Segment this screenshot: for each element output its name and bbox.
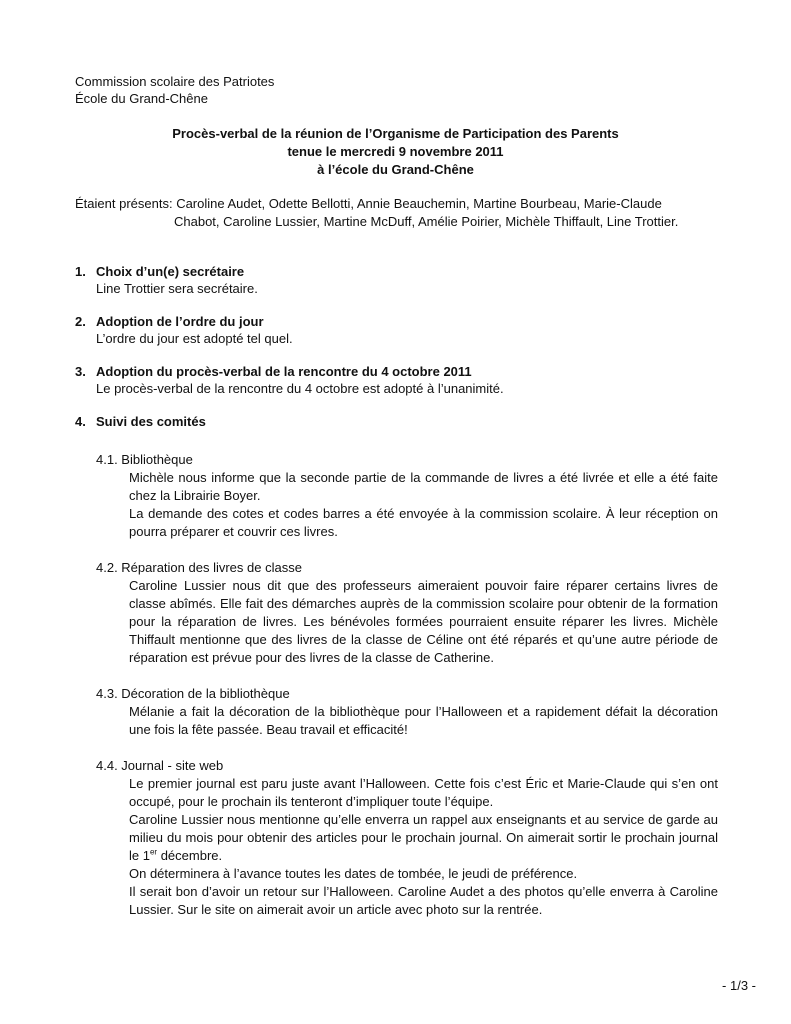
subsection-4-3 bbox=[96, 685, 718, 739]
paragraph: On déterminera à l’avance toutes les dates de tombée, le jeudi de préférence. bbox=[129, 866, 578, 881]
title-line-1: Procès-verbal de la réunion de l’Organisme de Participation des Parents bbox=[172, 126, 619, 141]
superscript: er bbox=[149, 847, 158, 857]
section-2 bbox=[75, 313, 735, 347]
subsection-title: 4.1. Bibliothèque bbox=[96, 452, 193, 467]
section-title: Adoption de l’ordre du jour bbox=[96, 314, 264, 329]
paragraph: Le premier journal est paru juste avant l’Halloween. Cette fois c’est Éric et Marie-Claude qui s’en ont occupé, pour le prochain ils tenteront d’impliquer toute l’équipe. bbox=[129, 776, 718, 809]
paragraph: Caroline Lussier nous dit que des professeurs aimeraient pouvoir faire réparer certains livres de classe abîmés. Elle fait des démarches auprès de la commission scolaire pour obtenir de la formation pour la réparation de livres. Les bénévoles formées pourraient ensuite réparer les livres. Michèle Thiffault mentionne que des livres de la classe de Céline ont été réparés et qu’une autre période de réparation est prévue pour des livres de la classe de Catherine. bbox=[129, 578, 718, 665]
paragraph-text: décembre. bbox=[157, 848, 223, 863]
section-text: Line Trottier sera secrétaire. bbox=[96, 281, 258, 296]
section-text: L’ordre du jour est adopté tel quel. bbox=[96, 331, 293, 346]
section-text: Le procès-verbal de la rencontre du 4 octobre est adopté à l’unanimité. bbox=[96, 381, 504, 396]
page-number: - 1/3 - bbox=[722, 978, 756, 993]
paragraph: Il serait bon d’avoir un retour sur l’Halloween. Caroline Audet a des photos qu’elle enverra à Caroline Lussier. Sur le site on aimerait avoir un article avec photo sur la rentrée. bbox=[129, 884, 718, 917]
subsection-4-4 bbox=[96, 757, 718, 919]
attendees bbox=[75, 195, 735, 231]
section-3 bbox=[75, 363, 735, 397]
subsection-4-2 bbox=[96, 559, 718, 667]
attendees-label: Étaient présents: bbox=[75, 196, 173, 211]
subsection-title: 4.3. Décoration de la bibliothèque bbox=[96, 686, 290, 701]
organization-name: Commission scolaire des Patriotes bbox=[75, 74, 275, 89]
attendees-line-2: Chabot, Caroline Lussier, Martine McDuff, Amélie Poirier, Michèle Thiffault, Line Trottier. bbox=[174, 214, 679, 229]
subsection-title: 4.2. Réparation des livres de classe bbox=[96, 560, 302, 575]
paragraph: Michèle nous informe que la seconde partie de la commande de livres a été livrée et elle a été faite chez la Librairie Boyer. bbox=[129, 470, 718, 503]
paragraph-text: Caroline Lussier nous mentionne qu’elle enverra un rappel aux enseignants et au service de garde au milieu du mois pour obtenir des articles pour le prochain journal. On aimerait sortir le prochain journal le 1 bbox=[129, 812, 718, 863]
section-number: 4. bbox=[75, 414, 86, 429]
section-title: Choix d’un(e) secrétaire bbox=[96, 264, 245, 279]
school-name: École du Grand-Chêne bbox=[75, 91, 208, 106]
subsection-title: 4.4. Journal - site web bbox=[96, 758, 224, 773]
paragraph bbox=[129, 811, 718, 865]
section-1 bbox=[75, 263, 735, 297]
title-line-2: tenue le mercredi 9 novembre 2011 bbox=[287, 144, 504, 159]
document-header bbox=[75, 73, 274, 107]
title-line-3: à l’école du Grand-Chêne bbox=[317, 162, 474, 177]
document-title bbox=[0, 125, 791, 179]
section-number: 2. bbox=[75, 314, 86, 329]
section-number: 3. bbox=[75, 364, 86, 379]
section-title: Adoption du procès-verbal de la rencontre du 4 octobre 2011 bbox=[96, 364, 472, 379]
section-number: 1. bbox=[75, 264, 86, 279]
section-title: Suivi des comités bbox=[96, 414, 206, 429]
attendees-line-1: Caroline Audet, Odette Bellotti, Annie Beauchemin, Martine Bourbeau, Marie-Claude bbox=[176, 196, 662, 211]
paragraph: Mélanie a fait la décoration de la bibliothèque pour l’Halloween et a rapidement défait la décoration une fois la fête passée. Beau travail et efficacité! bbox=[129, 704, 718, 737]
subsection-4-1 bbox=[96, 451, 718, 541]
paragraph: La demande des cotes et codes barres a été envoyée à la commission scolaire. À leur réception on pourra préparer et couvrir ces livres. bbox=[129, 506, 718, 539]
section-4 bbox=[75, 413, 735, 430]
